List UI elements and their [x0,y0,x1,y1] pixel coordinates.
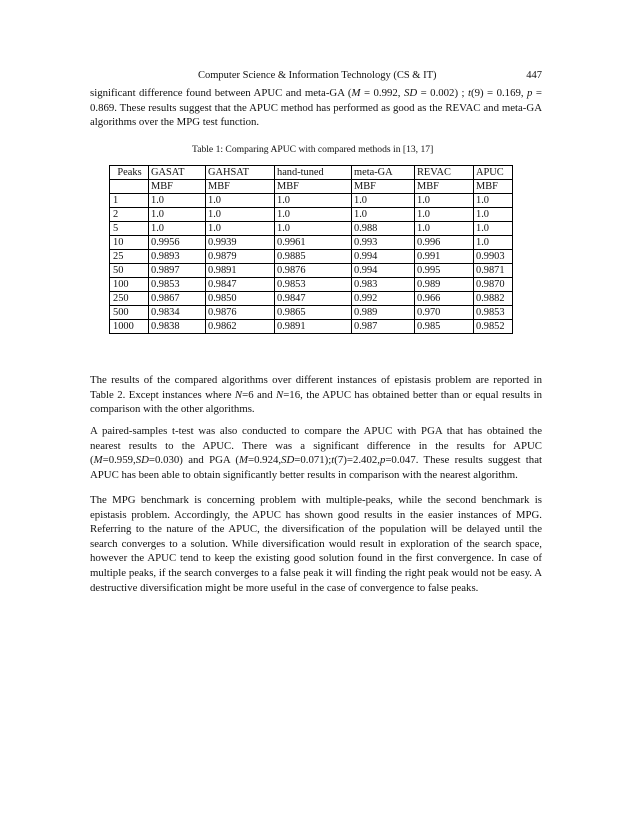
cell-gahsat: 1.0 [206,194,275,208]
cell-revac: 1.0 [415,208,474,222]
cell-gahsat: 0.9850 [206,292,275,306]
cell-meta-ga: 0.988 [352,222,415,236]
cell-hand-tuned: 0.9885 [275,250,352,264]
table-row [110,236,513,250]
cell-revac: 1.0 [415,194,474,208]
cell-gahsat: 0.9862 [206,320,275,334]
cell-meta-ga: meta-GA [352,166,415,180]
journal-title: Computer Science & Information Technology (CS & IT) [198,70,437,81]
cell-gasat: 1.0 [149,194,206,208]
table-row [110,222,513,236]
cell-gasat: 1.0 [149,222,206,236]
cell-hand-tuned: hand-tuned [275,166,352,180]
cell-hand-tuned: 0.9891 [275,320,352,334]
cell-apuc: MBF [474,180,513,194]
table-row [110,306,513,320]
cell-revac: 0.985 [415,320,474,334]
cell-gasat: 0.9834 [149,306,206,320]
cell-hand-tuned: MBF [275,180,352,194]
cell-gahsat: 0.9891 [206,264,275,278]
cell-peaks: 100 [110,278,149,292]
cell-gasat: 0.9956 [149,236,206,250]
cell-peaks: 2 [110,208,149,222]
cell-meta-ga: MBF [352,180,415,194]
cell-gahsat: 0.9939 [206,236,275,250]
table-row [110,278,513,292]
table-subheader-row [110,180,513,194]
cell-meta-ga: 0.992 [352,292,415,306]
cell-revac: 1.0 [415,222,474,236]
cell-gasat: GASAT [149,166,206,180]
cell-gahsat: 0.9847 [206,278,275,292]
cell-revac: 0.995 [415,264,474,278]
cell-meta-ga: 1.0 [352,194,415,208]
cell-peaks: 250 [110,292,149,306]
cell-apuc: 1.0 [474,194,513,208]
table-header-row [110,166,513,180]
table-row [110,320,513,334]
cell-apuc: 0.9852 [474,320,513,334]
cell-revac: 0.970 [415,306,474,320]
ttest-paragraph: A paired-samples t-test was also conducted to compare the APUC with PGA that has obtained the nearest results to the APUC. There was a significant difference in the results for APUC (M=0.959,SD=0.030) and PGA (M=0.924,SD=0.071);t(7)=2.402,p=0.047. These results suggest that APUC has been able to obtain significantly better results in comparison with the nearest algorithm. [90,425,542,481]
results-paragraph: The results of the compared algorithms over different instances of epistasis problem are reported in Table 2. Except instances where N=6 and N=16, the APUC has obtained better than or equal results in comparison with the other algorithms. [90,374,542,416]
cell-peaks: Peaks [110,166,149,180]
cell-gahsat: MBF [206,180,275,194]
cell-hand-tuned: 1.0 [275,194,352,208]
cell-revac: MBF [415,180,474,194]
cell-apuc: APUC [474,166,513,180]
table-row [110,264,513,278]
cell-meta-ga: 0.994 [352,250,415,264]
cell-revac: 0.989 [415,278,474,292]
cell-gasat: 0.9853 [149,278,206,292]
table-row [110,194,513,208]
cell-hand-tuned: 0.9876 [275,264,352,278]
cell-meta-ga: 0.983 [352,278,415,292]
cell-peaks: 50 [110,264,149,278]
results-table [109,165,513,334]
cell-meta-ga: 0.987 [352,320,415,334]
cell-meta-ga: 1.0 [352,208,415,222]
cell-gahsat: 1.0 [206,208,275,222]
intro-paragraph: significant difference found between APUC and meta-GA (M = 0.992, SD = 0.002) ; t(9) = 0.169, p = 0.869. These results suggest that the APUC method has performed as good as the REVAC and meta-GA algorithms over the MPG test function. [90,87,543,129]
cell-hand-tuned: 0.9865 [275,306,352,320]
cell-gasat: 0.9867 [149,292,206,306]
cell-apuc: 1.0 [474,236,513,250]
discussion-paragraph: The MPG benchmark is concerning problem with multiple-peaks, while the second benchmark is epistasis problem. Accordingly, the APUC has shown good results in the easier instances of MPG. Referring to the nature of the APUC, the diversification of the population will be delayed until the search converges to a solution. While diversification would result in exploration of the search space, however the APUC tend to keep the existing good solution found in the first convergence. In case of multiple peaks, if the search converges to a false peak it will finding the right peak would not be easy. A destructive diversification might be more useful in the case of convergence to false peaks. [90,494,542,594]
cell-hand-tuned: 0.9853 [275,278,352,292]
cell-gahsat: 0.9876 [206,306,275,320]
cell-gasat: 0.9838 [149,320,206,334]
cell-gasat: MBF [149,180,206,194]
cell-apuc: 0.9871 [474,264,513,278]
cell-apuc: 0.9853 [474,306,513,320]
cell-peaks [110,180,149,194]
cell-revac: 0.966 [415,292,474,306]
cell-gasat: 0.9893 [149,250,206,264]
cell-peaks: 1000 [110,320,149,334]
cell-apuc: 0.9870 [474,278,513,292]
cell-peaks: 1 [110,194,149,208]
cell-meta-ga: 0.993 [352,236,415,250]
cell-revac: 0.996 [415,236,474,250]
cell-apuc: 1.0 [474,208,513,222]
cell-peaks: 500 [110,306,149,320]
table-row [110,208,513,222]
cell-revac: REVAC [415,166,474,180]
cell-peaks: 25 [110,250,149,264]
table-row [110,292,513,306]
cell-hand-tuned: 1.0 [275,222,352,236]
cell-hand-tuned: 0.9961 [275,236,352,250]
cell-peaks: 5 [110,222,149,236]
cell-gahsat: 0.9879 [206,250,275,264]
cell-gasat: 0.9897 [149,264,206,278]
cell-apuc: 1.0 [474,222,513,236]
page-number: 447 [526,70,542,81]
cell-gahsat: 1.0 [206,222,275,236]
cell-hand-tuned: 0.9847 [275,292,352,306]
cell-peaks: 10 [110,236,149,250]
cell-apuc: 0.9882 [474,292,513,306]
table-caption: Table 1: Comparing APUC with compared methods in [13, 17] [192,144,434,155]
cell-apuc: 0.9903 [474,250,513,264]
cell-meta-ga: 0.989 [352,306,415,320]
cell-revac: 0.991 [415,250,474,264]
cell-meta-ga: 0.994 [352,264,415,278]
cell-hand-tuned: 1.0 [275,208,352,222]
table-row [110,250,513,264]
cell-gasat: 1.0 [149,208,206,222]
cell-gahsat: GAHSAT [206,166,275,180]
